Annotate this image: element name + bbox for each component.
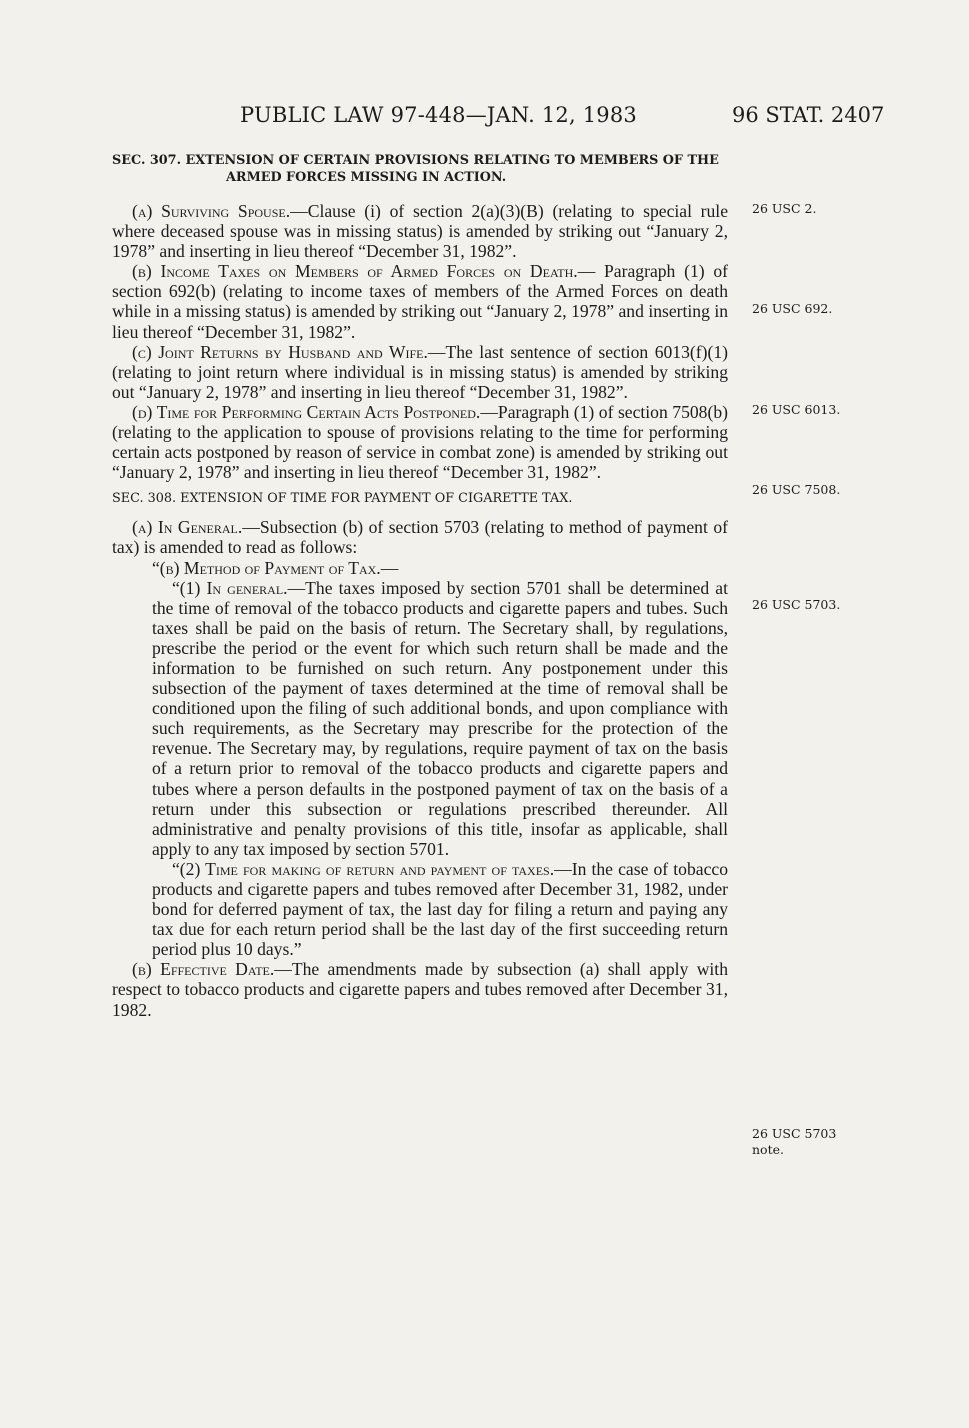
margin-citation-26usc5703-note-line1: 26 USC 5703: [752, 1126, 837, 1141]
sec307-para-c: [112, 342, 728, 402]
sec307-d-text: —Paragraph (1) of section 7508(b) (relating to the application to spouse of provisions relating to the time for performing certain acts postponed by reason of service in combat zone) is amended by striking out “January 2, 1978” and inserting in lieu thereof “December 31, 1982”.: [112, 401, 728, 483]
sec308-quoted-paragraph-1: [112, 578, 728, 859]
sec307-para-d: [112, 402, 728, 482]
margin-citation-26usc6013: 26 USC 6013.: [752, 402, 841, 417]
sec308-eff-label: (b) Effective Date.: [132, 959, 275, 980]
sec307-b-text: — Paragraph (1) of section 692(b) (relating to income taxes of members of the Armed Forces on death while in a missing status) is amended by striking out “January 2, 1978” and inserting in lieu thereof “December 31, 1982”.: [112, 261, 729, 342]
sec308-eff-text: —The amendments made by subsection (a) shall apply with respect to tobacco products and cigarette papers and tubes removed after December 31, 1982.: [112, 959, 728, 1020]
sec308-para-a: [112, 517, 728, 557]
sec307-a-text: —Clause (i) of section 2(a)(3)(B) (relating to special rule where deceased spouse was in missing status) is amended by striking out “January 2, 1978” and inserting in lieu thereof “December 31, 1982”.: [112, 201, 729, 262]
sec308-p2-label: “(2) Time for making of return and payment of taxes.: [172, 858, 555, 879]
sec307-c-label: (c) Joint Returns by Husband and Wife.: [132, 341, 428, 362]
sec308-quoted-paragraph-2: [112, 859, 728, 959]
sec308-b-head-text: —: [380, 557, 399, 578]
sec307-d-label: (d) Time for Performing Certain Acts Postponed.: [132, 401, 481, 422]
sec307-c-text: —The last sentence of section 6013(f)(1) (relating to joint return where individual is in missing status) is amended by striking out “January 2, 1978” and inserting in lieu thereof “December 31, 1982”.: [112, 341, 728, 402]
sec308-p1-label: “(1) In general.: [172, 577, 288, 598]
margin-citation-26usc692: 26 USC 692.: [752, 301, 833, 316]
sec308-a-label: (a) In General.: [132, 517, 243, 538]
margin-citation-26usc5703-note: [752, 1126, 836, 1158]
body-text-column: [112, 152, 728, 1020]
section-308-heading: SEC. 308. EXTENSION OF TIME FOR PAYMENT OF CIGARETTE TAX.: [112, 491, 573, 507]
sec307-a-label: (a) Surviving Spouse.: [132, 201, 291, 221]
margin-citation-26usc7508: 26 USC 7508.: [752, 482, 841, 497]
sec308-a-text: —Subsection (b) of section 5703 (relating to method of payment of tax) is amended to read as follows:: [112, 517, 728, 558]
sec308-p1-text: —The taxes imposed by section 5701 shall be determined at the time of removal of the tobacco products and cigarette papers and tubes. Such taxes shall be paid on the basis of return. The Secretary shall, by regulations, prescribe the period or the event for which such return shall be made and the information to be furnished on such return. Any postponement under this subsection of the payment of taxes determined at the time of removal shall be conditioned upon the filing of such additional bonds, and upon compliance with such requirements, as the Secretary may prescribe for the protection of the revenue. The Secretary may, by regulations, require payment of tax on the basis of a return prior to removal of the tobacco products and cigarette papers and tubes where a person defaults in the postponed payment of tax on the basis of a return under this subsection or regulations prescribed thereunder. All administrative and penalty provisions of this title, insofar as applicable, shall apply to any tax imposed by section 5701.: [152, 577, 728, 859]
margin-citation-26usc5703: 26 USC 5703.: [752, 597, 841, 612]
sec308-b-head-label: “(b) Method of Payment of Tax.: [152, 557, 381, 578]
sec308-p2-text: —In the case of tobacco products and cigarette papers and tubes removed after December 31, 1982, under bond for deferred payment of tax, the last day for filing a return and paying any tax due for each return period shall be the last day of the first succeeding return period plus 10 days.”: [152, 858, 728, 960]
sec307-b-label: (b) Income Taxes on Members of Armed Forces on Death.: [132, 261, 578, 282]
section-307-heading: SEC. 307. EXTENSION OF CERTAIN PROVISIONS RELATING TO MEMBERS OF THE ARMED FORCES MISSING IN ACTION.: [112, 153, 719, 185]
sec307-para-b: [112, 261, 728, 341]
margin-citation-26usc5703-note-line2: note.: [752, 1142, 784, 1157]
margin-citation-26usc2: 26 USC 2.: [752, 201, 817, 216]
running-head-stat-page: 96 STAT. 2407: [732, 103, 885, 127]
running-head-title: PUBLIC LAW 97-448—JAN. 12, 1983: [240, 103, 637, 127]
sec307-para-a: [112, 201, 728, 261]
sec308-para-b-effective-date: [112, 959, 728, 1019]
sec308-quoted-subsection-heading: [112, 558, 728, 578]
